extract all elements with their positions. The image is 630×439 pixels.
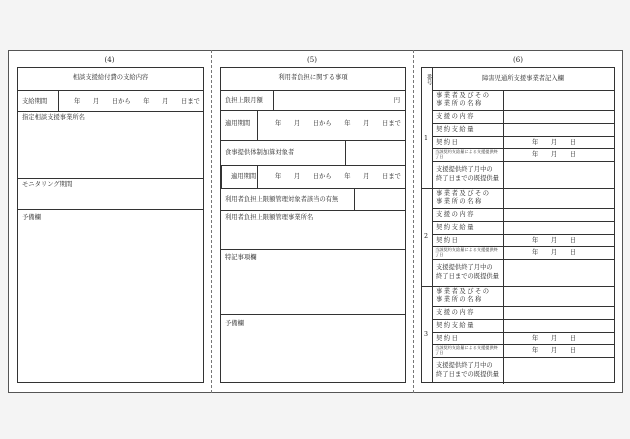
- period-field[interactable]: 年 月 日から 年 月 日まで: [275, 173, 401, 180]
- limit-label: 負担上限月額: [225, 97, 263, 104]
- end-date-label: 当該契約支給量による支援提供終了日: [435, 149, 498, 159]
- office-label: 指定相談支援事業所名: [22, 114, 85, 121]
- panel-6: [413, 50, 623, 393]
- used-label-1: 支援提供終了月中の: [436, 166, 493, 173]
- limit-unit: 円: [393, 97, 400, 104]
- provider-label-1: 事業者及びその: [436, 92, 491, 99]
- mgmt-flag-label: 利用者負担上限額管理対象者該当の有無: [225, 196, 339, 203]
- provider-label-2: 事業所の名称: [436, 100, 483, 107]
- order-header: 番号: [425, 74, 432, 85]
- contract-date-field[interactable]: 年 月 日: [532, 237, 577, 244]
- provider-label-1: 事業者及びその: [436, 288, 491, 295]
- support-label: 支援の内容: [436, 113, 475, 120]
- end-date-label: 当該契約支給量による支援提供終了日: [435, 345, 498, 355]
- period-label: 適用期間: [231, 173, 257, 180]
- provider-label-2: 事業所の名称: [436, 296, 483, 303]
- period-field[interactable]: 年 月 日から 年 月 日まで: [74, 98, 200, 105]
- period-label: 適用期間: [225, 120, 251, 127]
- reserve-label: 予備欄: [225, 320, 244, 327]
- panel-number: (5): [307, 56, 317, 64]
- panel-number: (6): [513, 56, 523, 64]
- entry-number: 1: [424, 135, 429, 142]
- contract-date-label: 契約日: [436, 237, 460, 244]
- special-label: 特記事項欄: [225, 254, 257, 261]
- provider-label-1: 事業者及びその: [436, 190, 491, 197]
- support-label: 支援の内容: [436, 211, 475, 218]
- mgmt-office-label: 利用者負担上限額管理事業所名: [225, 214, 314, 221]
- panel-5: [211, 50, 413, 393]
- monitoring-label: モニタリング期間: [22, 181, 73, 188]
- entry-number: 3: [424, 331, 429, 338]
- period-field[interactable]: 年 月 日から 年 月 日まで: [275, 120, 401, 127]
- reserve-label: 予備欄: [22, 214, 41, 221]
- used-label-2: 終了日までの既提供量: [436, 175, 499, 182]
- contract-qty-label: 契約支給量: [436, 322, 475, 329]
- table-title: 障害児通所支援事業者記入欄: [482, 75, 564, 82]
- end-date-label: 当該契約支給量による支援提供終了日: [435, 247, 498, 257]
- contract-qty-label: 契約支給量: [436, 224, 475, 231]
- end-date-field[interactable]: 年 月 日: [532, 347, 577, 354]
- panel-4: [8, 50, 211, 393]
- support-label: 支援の内容: [436, 309, 475, 316]
- meal-label: 食事提供体制加算対象者: [225, 149, 295, 156]
- contract-date-label: 契約日: [436, 139, 460, 146]
- end-date-field[interactable]: 年 月 日: [532, 151, 577, 158]
- payment-content-table: [17, 67, 204, 383]
- period-label: 支給期間: [22, 98, 48, 105]
- contract-date-field[interactable]: 年 月 日: [532, 139, 577, 146]
- used-label-1: 支援提供終了月中の: [436, 264, 493, 271]
- contract-date-label: 契約日: [436, 335, 460, 342]
- used-label-2: 終了日までの既提供量: [436, 371, 499, 378]
- user-burden-table: [220, 67, 406, 383]
- provider-label-2: 事業所の名称: [436, 198, 483, 205]
- contract-date-field[interactable]: 年 月 日: [532, 335, 577, 342]
- used-label-2: 終了日までの既提供量: [436, 273, 499, 280]
- used-label-1: 支援提供終了月中の: [436, 362, 493, 369]
- table-title: 利用者負担に関する事項: [278, 74, 348, 81]
- panel-number: (4): [104, 56, 115, 64]
- table-title: 相談支援給付費の支給内容: [72, 74, 149, 81]
- end-date-field[interactable]: 年 月 日: [532, 249, 577, 256]
- provider-entry-table: [421, 67, 615, 383]
- entry-number: 2: [424, 233, 429, 240]
- contract-qty-label: 契約支給量: [436, 126, 475, 133]
